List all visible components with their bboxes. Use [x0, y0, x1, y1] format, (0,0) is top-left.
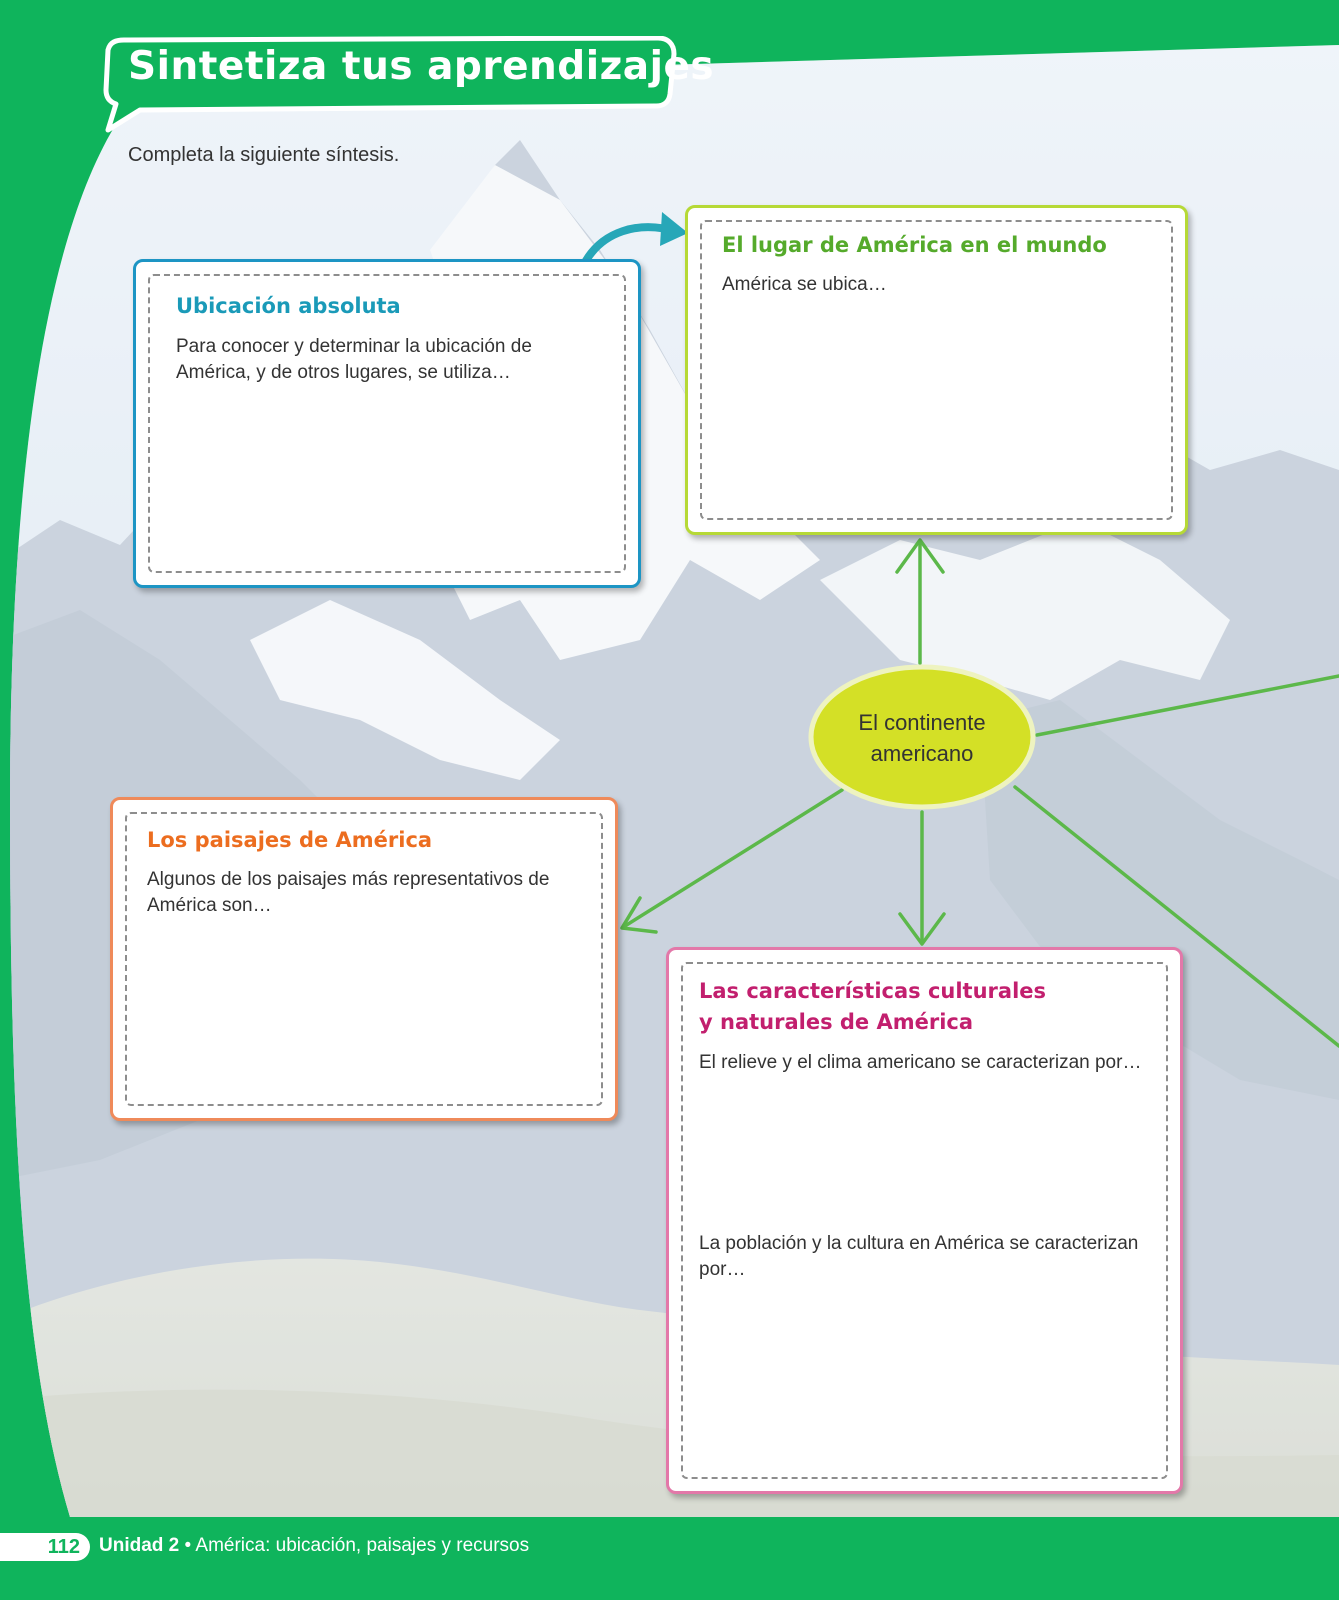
card-title: Los paisajes de América [147, 828, 433, 852]
card-title-line1: Las características culturales [699, 979, 1047, 1003]
card-ubicacion-absoluta[interactable] [133, 259, 641, 588]
center-label-line1: El continente [858, 710, 986, 735]
card-prompt: Para conocer y determinar la ubicación de América, y de otros lugares, se utiliza… [176, 336, 532, 383]
card-title: Ubicación absoluta [176, 294, 401, 318]
card-title: El lugar de América en el mundo [722, 233, 1107, 257]
dashed-border [681, 962, 1168, 1479]
card-caracteristicas-america[interactable] [666, 947, 1183, 1494]
footer-unit: Unidad 2 [99, 1535, 180, 1556]
dashed-border [125, 812, 603, 1106]
card-lugar-america[interactable] [685, 205, 1188, 535]
footer-separator: • [184, 1535, 192, 1556]
page-number: 112 [0, 1533, 90, 1561]
card-prompt: Algunos de los paisajes más representativos de América son… [147, 869, 550, 916]
card-prompt: América se ubica… [722, 274, 887, 295]
footer-unit-title: América: ubicación, paisajes y recursos [195, 1535, 530, 1556]
card-title [699, 976, 1046, 1038]
instruction-text: Completa la siguiente síntesis. [128, 144, 400, 166]
page-title: Sintetiza tus aprendizajes [128, 44, 715, 89]
footer-caption [99, 1535, 529, 1557]
center-label [807, 707, 1037, 769]
card-prompt-poblacion: La población y la cultura en América se caracterizan por… [699, 1233, 1139, 1280]
center-label-line2: americano [870, 741, 974, 766]
dashed-border [700, 220, 1173, 520]
card-prompt-relieve: El relieve y el clima americano se caracterizan por… [699, 1052, 1142, 1073]
card-paisajes-america[interactable] [110, 797, 618, 1121]
card-title-line2: y naturales de América [699, 1010, 974, 1034]
